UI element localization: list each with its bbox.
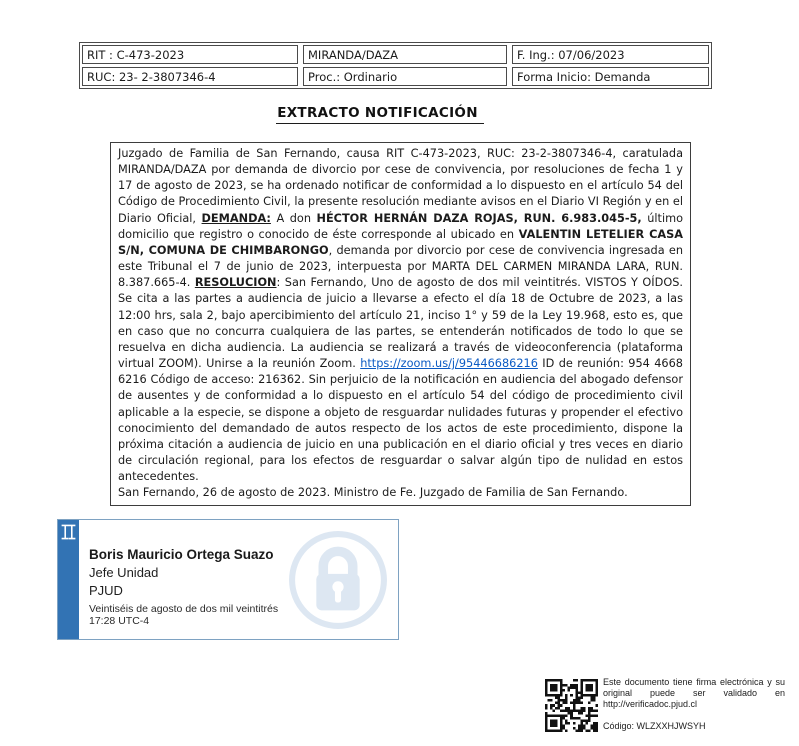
validation-code: Código: WLZXXHJWSYH bbox=[603, 721, 706, 731]
fecha-ingreso-cell: F. Ing.: 07/06/2023 bbox=[512, 45, 709, 64]
table-row bbox=[82, 67, 709, 86]
caratula-cell: MIRANDA/DAZA bbox=[303, 45, 507, 64]
body-segment: último domicilio que registro o conocido de éste corresponde al ubicado en bbox=[118, 211, 684, 241]
signer-name: Boris Mauricio Ortega Suazo bbox=[89, 547, 274, 562]
body-segment: Juzgado de Familia de San Fernando, causa RIT C-473-2023, RUC: 23-2-3807346-4, caratulada MIRANDA/DAZA por demanda de divorcio por cese de convivencia, por resoluciones de fecha 1 y 17 de agosto de 2023, se ha ordenado notificar de conformidad a lo dispuesto en el artículo 54 del Código de Procedimiento Civil, la presente resolución mediante avisos en el Diario VI Región y en el Diario Oficial, bbox=[118, 147, 683, 225]
procedimiento-cell: Proc.: Ordinario bbox=[303, 67, 507, 86]
closing-line: San Fernando, 26 de agosto de 2023. Ministro de Fe. Juzgado de Familia de San Fernando. bbox=[118, 486, 628, 500]
forma-inicio-cell: Forma Inicio: Demanda bbox=[512, 67, 709, 86]
notification-body-box bbox=[110, 142, 691, 506]
body-segment: A don bbox=[270, 211, 317, 225]
signer-role: Jefe Unidad bbox=[89, 565, 159, 580]
body-segment: , demanda por divorcio por cese de convivencia ingresada en este Tribunal el 7 de junio de 2023, interpuesta por MARTA DEL CARMEN MIRANDA LARA, RUN. 8.387.665-4. bbox=[118, 243, 683, 290]
title-row bbox=[0, 102, 760, 124]
ruc-cell: RUC: 23- 2-3807346-4 bbox=[82, 67, 298, 86]
qr-code-svg bbox=[545, 678, 598, 733]
signature-accent-bar bbox=[58, 520, 79, 639]
signature-text-block bbox=[89, 546, 278, 627]
signer-org: PJUD bbox=[89, 583, 123, 598]
resolucion-label: RESOLUCION bbox=[194, 276, 277, 290]
signature-date: Veintiséis de agosto de dos mil veintitrés bbox=[89, 603, 279, 615]
qr-code bbox=[545, 678, 598, 733]
page-title: EXTRACTO NOTIFICACIÓN bbox=[276, 105, 484, 124]
validation-text: Este documento tiene firma electrónica y su original puede ser validado en http://verificadoc.pjud.cl bbox=[603, 677, 785, 709]
demanda-label: DEMANDA: bbox=[201, 211, 271, 225]
signature-time: 17:28 UTC-4 bbox=[89, 615, 150, 627]
rit-cell: RIT : C-473-2023 bbox=[82, 45, 298, 64]
domicilio-text: VALENTIN LETELIER CASA S/N, COMUNA DE CHIMBARONGO bbox=[118, 227, 683, 257]
case-header-table bbox=[79, 42, 712, 89]
signature-card bbox=[57, 519, 399, 640]
notification-paragraph bbox=[118, 146, 683, 485]
body-segment: ID de reunión: 954 4668 6216 Código de acceso: 216362. Sin perjuicio de la notificación en audiencia del abogado defensor de ausentes y de conformidad a lo dispuesto en el artículo 54 del código de procedimiento civil aplicable a la especie, se dispone a objeto de resguardar nulidades futuras y propender el efectivo conocimiento del demandado de autos respecto de los actos de este procedimiento, dispone la próxima citación a audiencia de juicio en una publicación en el diario oficial y tres veces en diario de circulación regional, para los efectos de resguardar o salvar algún tipo de nulidad en estos antecedentes. bbox=[118, 357, 683, 484]
demandado-name: HÉCTOR HERNÁN DAZA ROJAS, RUN. 6.983.045-5, bbox=[316, 211, 642, 225]
lock-icon bbox=[286, 528, 390, 632]
table-row bbox=[82, 45, 709, 64]
body-segment: : San Fernando, Uno de agosto de dos mil veintitrés. VISTOS Y OÍDOS. Se cita a las partes a audiencia de juicio a llevarse a efecto el día 18 de Octubre de 2023, a las 12:00 hrs, sala 2, bajo apercibimiento del artículo 21, inciso 1° y 59 de la Ley 19.968, esto es, que en caso que no concurra cualquiera de las partes, se entenderán notificados de todo lo que se resuelva en dicha audiencia. La audiencia se realizará a través de videoconferencia (plataforma virtual ZOOM). Unirse a la reunión Zoom. bbox=[118, 276, 683, 371]
zoom-meeting-link[interactable]: https://zoom.us/j/95446686216 bbox=[360, 357, 538, 371]
